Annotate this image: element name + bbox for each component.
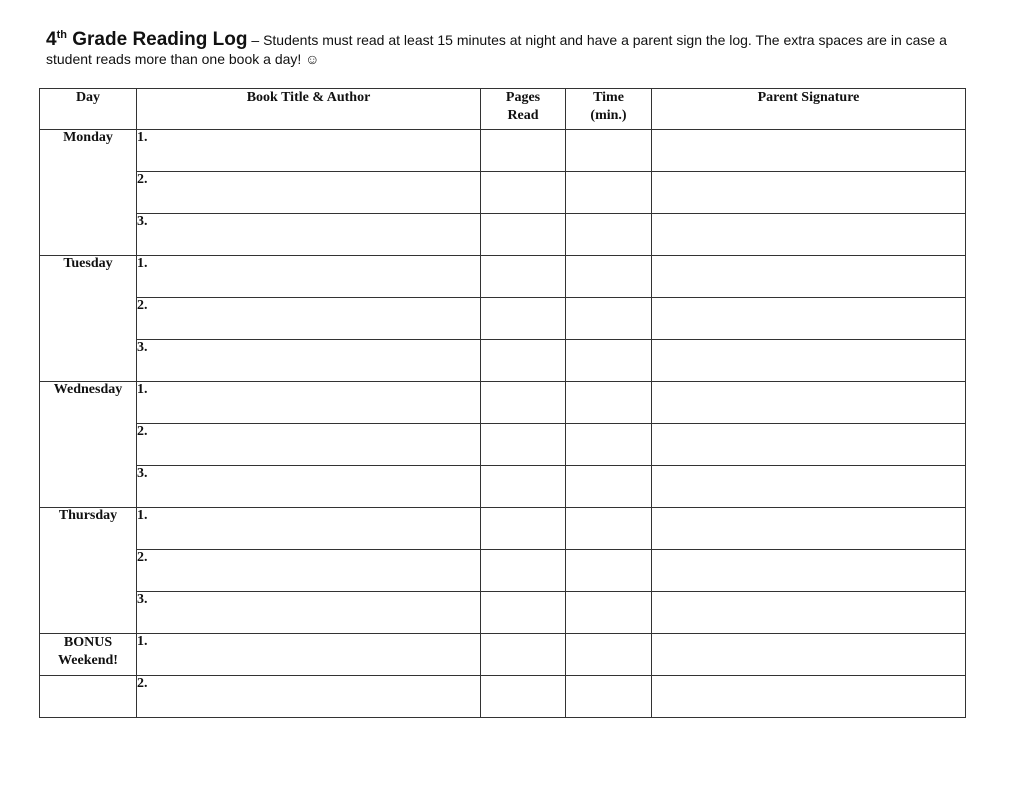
time-minutes-cell[interactable] (566, 382, 652, 424)
time-minutes-cell[interactable] (566, 340, 652, 382)
table-row (40, 592, 966, 634)
grade-number: 4 (46, 29, 57, 50)
day-label: Monday (40, 130, 137, 256)
parent-signature-cell[interactable] (652, 466, 966, 508)
pages-read-cell[interactable] (481, 382, 566, 424)
day-label: BONUS Weekend! (40, 634, 137, 676)
instructions-text: – Students must read at least 15 minutes at night and have a parent sign the log. The extra spaces are in case a student reads more than one book a day! ☺ (46, 32, 947, 67)
document-header (46, 30, 986, 69)
time-minutes-cell[interactable] (566, 508, 652, 550)
pages-read-cell[interactable] (481, 550, 566, 592)
day-label: Thursday (40, 508, 137, 634)
day-label: Tuesday (40, 256, 137, 382)
table-row (40, 676, 966, 718)
page-title (46, 29, 248, 50)
book-title-cell[interactable]: 1. (137, 382, 481, 424)
table-row (40, 172, 966, 214)
day-label: Wednesday (40, 382, 137, 508)
parent-signature-cell[interactable] (652, 340, 966, 382)
book-title-cell[interactable]: 1. (137, 634, 481, 676)
time-minutes-cell[interactable] (566, 424, 652, 466)
pages-read-cell[interactable] (481, 592, 566, 634)
time-minutes-cell[interactable] (566, 592, 652, 634)
book-title-cell[interactable]: 1. (137, 508, 481, 550)
pages-read-cell[interactable] (481, 466, 566, 508)
column-header: Book Title & Author (137, 89, 481, 130)
parent-signature-cell[interactable] (652, 172, 966, 214)
column-header: Parent Signature (652, 89, 966, 130)
table-row (40, 130, 966, 172)
header-row (40, 89, 966, 130)
title-text: Grade Reading Log (72, 29, 248, 50)
pages-read-cell[interactable] (481, 172, 566, 214)
pages-read-cell[interactable] (481, 340, 566, 382)
time-minutes-cell[interactable] (566, 634, 652, 676)
book-title-cell[interactable]: 2. (137, 676, 481, 718)
column-header: Day (40, 89, 137, 130)
parent-signature-cell[interactable] (652, 424, 966, 466)
table-row (40, 298, 966, 340)
time-minutes-cell[interactable] (566, 298, 652, 340)
table-row (40, 256, 966, 298)
time-minutes-cell[interactable] (566, 256, 652, 298)
column-header: Time (min.) (566, 89, 652, 130)
pages-read-cell[interactable] (481, 214, 566, 256)
table-row (40, 424, 966, 466)
book-title-cell[interactable]: 2. (137, 298, 481, 340)
time-minutes-cell[interactable] (566, 172, 652, 214)
column-header: Pages Read (481, 89, 566, 130)
pages-read-cell[interactable] (481, 508, 566, 550)
parent-signature-cell[interactable] (652, 550, 966, 592)
table-row (40, 466, 966, 508)
parent-signature-cell[interactable] (652, 214, 966, 256)
parent-signature-cell[interactable] (652, 382, 966, 424)
book-title-cell[interactable]: 2. (137, 550, 481, 592)
grade-suffix: th (56, 29, 67, 41)
pages-read-cell[interactable] (481, 256, 566, 298)
day-label-empty (40, 676, 137, 718)
table-row (40, 550, 966, 592)
book-title-cell[interactable]: 1. (137, 256, 481, 298)
parent-signature-cell[interactable] (652, 256, 966, 298)
parent-signature-cell[interactable] (652, 592, 966, 634)
book-title-cell[interactable]: 1. (137, 130, 481, 172)
reading-log-table (39, 88, 966, 718)
time-minutes-cell[interactable] (566, 676, 652, 718)
time-minutes-cell[interactable] (566, 214, 652, 256)
book-title-cell[interactable]: 2. (137, 424, 481, 466)
time-minutes-cell[interactable] (566, 466, 652, 508)
parent-signature-cell[interactable] (652, 298, 966, 340)
parent-signature-cell[interactable] (652, 508, 966, 550)
pages-read-cell[interactable] (481, 676, 566, 718)
table-row (40, 340, 966, 382)
parent-signature-cell[interactable] (652, 634, 966, 676)
table-row (40, 634, 966, 676)
pages-read-cell[interactable] (481, 298, 566, 340)
time-minutes-cell[interactable] (566, 550, 652, 592)
pages-read-cell[interactable] (481, 424, 566, 466)
book-title-cell[interactable]: 3. (137, 340, 481, 382)
parent-signature-cell[interactable] (652, 130, 966, 172)
table-row (40, 382, 966, 424)
book-title-cell[interactable]: 3. (137, 466, 481, 508)
log-body (40, 130, 966, 718)
book-title-cell[interactable]: 3. (137, 592, 481, 634)
book-title-cell[interactable]: 2. (137, 172, 481, 214)
time-minutes-cell[interactable] (566, 130, 652, 172)
pages-read-cell[interactable] (481, 130, 566, 172)
book-title-cell[interactable]: 3. (137, 214, 481, 256)
pages-read-cell[interactable] (481, 634, 566, 676)
table-row (40, 214, 966, 256)
parent-signature-cell[interactable] (652, 676, 966, 718)
table-row (40, 508, 966, 550)
